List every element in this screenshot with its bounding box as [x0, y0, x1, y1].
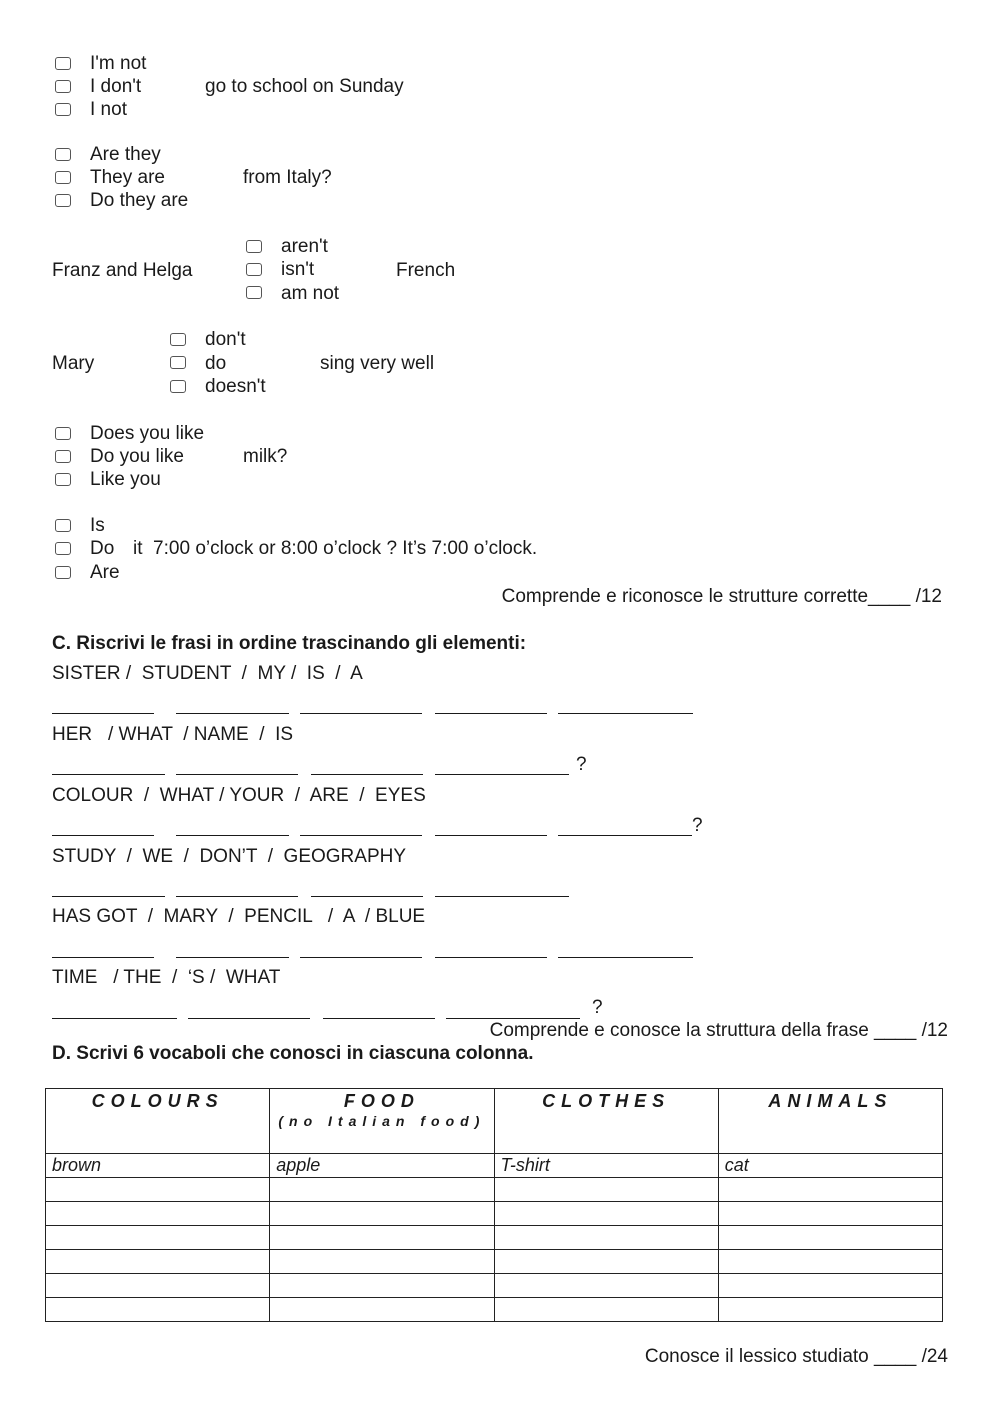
q1-option-2: I don't	[90, 76, 142, 97]
table-row	[46, 1154, 943, 1178]
table-cell[interactable]	[270, 1178, 494, 1202]
q4-option-2: do	[205, 353, 227, 374]
checkbox-q5-opt2[interactable]	[55, 450, 71, 463]
q5-option-1: Does you like	[90, 423, 205, 444]
answer-blank[interactable]	[558, 835, 692, 836]
table-cell[interactable]	[494, 1274, 718, 1298]
table-cell[interactable]	[46, 1298, 270, 1322]
q2-option-3: Do they are	[90, 190, 189, 211]
table-cell[interactable]: brown	[46, 1154, 270, 1178]
checkbox-q6-opt2[interactable]	[55, 542, 71, 555]
q4-option-1: don't	[205, 329, 246, 350]
q6-option-1: Is	[90, 515, 105, 536]
answer-blank[interactable]	[52, 1018, 177, 1019]
table-cell[interactable]	[494, 1250, 718, 1274]
q1-text: go to school on Sunday	[205, 76, 404, 97]
table-row	[46, 1274, 943, 1298]
checkbox-q1-opt2[interactable]	[55, 80, 71, 93]
section-c-title: C. Riscrivi le frasi in ordine trascinando gli elementi:	[52, 633, 527, 654]
answer-blank[interactable]	[435, 835, 547, 836]
sentence-4-words[interactable]: STUDY / WE / DON’T / GEOGRAPHY	[52, 846, 407, 867]
q4-text: sing very well	[320, 353, 435, 374]
answer-blank[interactable]	[435, 774, 569, 775]
q3-subject: Franz and Helga	[52, 260, 193, 281]
q4-option-3: doesn't	[205, 376, 266, 397]
answer-blank[interactable]	[435, 713, 547, 714]
answer-blank[interactable]	[176, 774, 298, 775]
sentence-6-end: ?	[592, 997, 603, 1018]
answer-blank[interactable]	[300, 957, 422, 958]
answer-blank[interactable]	[311, 774, 423, 775]
q2-text: from Italy?	[243, 167, 332, 188]
answer-blank[interactable]	[176, 713, 289, 714]
answer-blank[interactable]	[558, 713, 693, 714]
sentence-3-words[interactable]: COLOUR / WHAT / YOUR / ARE / EYES	[52, 785, 426, 806]
q6-text: it 7:00 o’clock or 8:00 o’clock ? It’s 7:00 o’clock.	[133, 538, 538, 559]
sentence-3-end: ?	[692, 815, 703, 836]
table-cell[interactable]	[718, 1226, 942, 1250]
table-cell[interactable]	[270, 1226, 494, 1250]
q6-option-3: Are	[90, 562, 120, 583]
score-section-b: Comprende e riconosce le strutture corrette____ /12	[501, 586, 942, 607]
q3-text: French	[396, 260, 456, 281]
table-cell[interactable]	[270, 1274, 494, 1298]
checkbox-q2-opt3[interactable]	[55, 194, 71, 207]
answer-blank[interactable]	[52, 896, 165, 897]
table-row	[46, 1250, 943, 1274]
answer-blank[interactable]	[176, 896, 298, 897]
q2-option-1: Are they	[90, 144, 161, 165]
sentence-6-words[interactable]: TIME / THE / ‘S / WHAT	[52, 967, 281, 988]
column-header-animals: ANIMALS	[718, 1089, 942, 1154]
table-cell[interactable]	[718, 1202, 942, 1226]
sentence-2-end: ?	[576, 754, 587, 775]
food-header-label: FOOD	[343, 1091, 420, 1111]
answer-blank[interactable]	[52, 957, 154, 958]
q5-text: milk?	[243, 446, 288, 467]
score-section-d: Conosce il lessico studiato ____ /24	[644, 1346, 948, 1367]
checkbox-q6-opt1[interactable]	[55, 519, 71, 532]
table-cell[interactable]	[46, 1250, 270, 1274]
checkbox-q1-opt3[interactable]	[55, 103, 71, 116]
q1-option-3: I not	[90, 99, 127, 120]
checkbox-q1-opt1[interactable]	[55, 57, 71, 70]
sentence-5-words[interactable]: HAS GOT / MARY / PENCIL / A / BLUE	[52, 906, 426, 927]
score-section-c: Comprende e conosce la struttura della frase ____ /12	[489, 1020, 948, 1041]
table-cell[interactable]: apple	[270, 1154, 494, 1178]
q6-option-2: Do	[90, 538, 115, 559]
table-cell[interactable]: cat	[718, 1154, 942, 1178]
answer-blank[interactable]	[52, 835, 154, 836]
column-header-clothes: CLOTHES	[494, 1089, 718, 1154]
vocabulary-table	[45, 1088, 943, 1322]
table-cell[interactable]	[46, 1274, 270, 1298]
checkbox-q3-opt1[interactable]	[246, 240, 262, 253]
q2-option-2: They are	[90, 167, 165, 188]
q3-option-1: aren't	[281, 236, 328, 257]
checkbox-q3-opt2[interactable]	[246, 263, 262, 276]
answer-blank[interactable]	[52, 774, 165, 775]
table-cell[interactable]	[270, 1202, 494, 1226]
table-cell[interactable]	[46, 1226, 270, 1250]
checkbox-q4-opt2[interactable]	[170, 356, 186, 369]
table-cell[interactable]	[718, 1178, 942, 1202]
checkbox-q4-opt1[interactable]	[170, 333, 186, 346]
table-row	[46, 1178, 943, 1202]
q1-option-1: I'm not	[90, 53, 147, 74]
table-row	[46, 1202, 943, 1226]
answer-blank[interactable]	[435, 896, 569, 897]
table-cell[interactable]	[270, 1250, 494, 1274]
answer-blank[interactable]	[323, 1018, 435, 1019]
checkbox-q2-opt1[interactable]	[55, 148, 71, 161]
table-cell[interactable]	[718, 1274, 942, 1298]
table-row	[46, 1226, 943, 1250]
table-cell[interactable]	[718, 1298, 942, 1322]
table-cell[interactable]	[718, 1250, 942, 1274]
checkbox-q3-opt3[interactable]	[246, 286, 262, 299]
sentence-1-words[interactable]: SISTER / STUDENT / MY / IS / A	[52, 663, 363, 684]
answer-blank[interactable]	[300, 713, 422, 714]
table-row	[46, 1298, 943, 1322]
answer-blank[interactable]	[52, 713, 154, 714]
table-cell[interactable]	[270, 1298, 494, 1322]
q4-subject: Mary	[52, 353, 95, 374]
answer-blank[interactable]	[188, 1018, 310, 1019]
answer-blank[interactable]	[300, 835, 422, 836]
food-header-note: (no Italian food)	[278, 1113, 486, 1129]
answer-blank[interactable]	[176, 957, 289, 958]
q3-option-3: am not	[281, 283, 340, 304]
answer-blank[interactable]	[311, 896, 423, 897]
answer-blank[interactable]	[435, 957, 547, 958]
q3-option-2: isn't	[281, 259, 315, 280]
answer-blank[interactable]	[558, 957, 693, 958]
checkbox-q6-opt3[interactable]	[55, 566, 71, 579]
checkbox-q5-opt1[interactable]	[55, 427, 71, 440]
column-header-food	[270, 1089, 494, 1154]
checkbox-q2-opt2[interactable]	[55, 171, 71, 184]
column-header-colours: COLOURS	[46, 1089, 270, 1154]
sentence-2-words[interactable]: HER / WHAT / NAME / IS	[52, 724, 294, 745]
table-cell[interactable]	[494, 1202, 718, 1226]
table-cell[interactable]	[494, 1178, 718, 1202]
section-d-title: D. Scrivi 6 vocaboli che conosci in ciascuna colonna.	[52, 1043, 534, 1064]
q5-option-2: Do you like	[90, 446, 184, 467]
checkbox-q5-opt3[interactable]	[55, 473, 71, 486]
checkbox-q4-opt3[interactable]	[170, 380, 186, 393]
answer-blank[interactable]	[176, 835, 289, 836]
table-cell[interactable]	[494, 1226, 718, 1250]
table-cell[interactable]	[494, 1298, 718, 1322]
table-cell[interactable]	[46, 1202, 270, 1226]
table-cell[interactable]: T-shirt	[494, 1154, 718, 1178]
table-cell[interactable]	[46, 1178, 270, 1202]
q5-option-3: Like you	[90, 469, 161, 490]
